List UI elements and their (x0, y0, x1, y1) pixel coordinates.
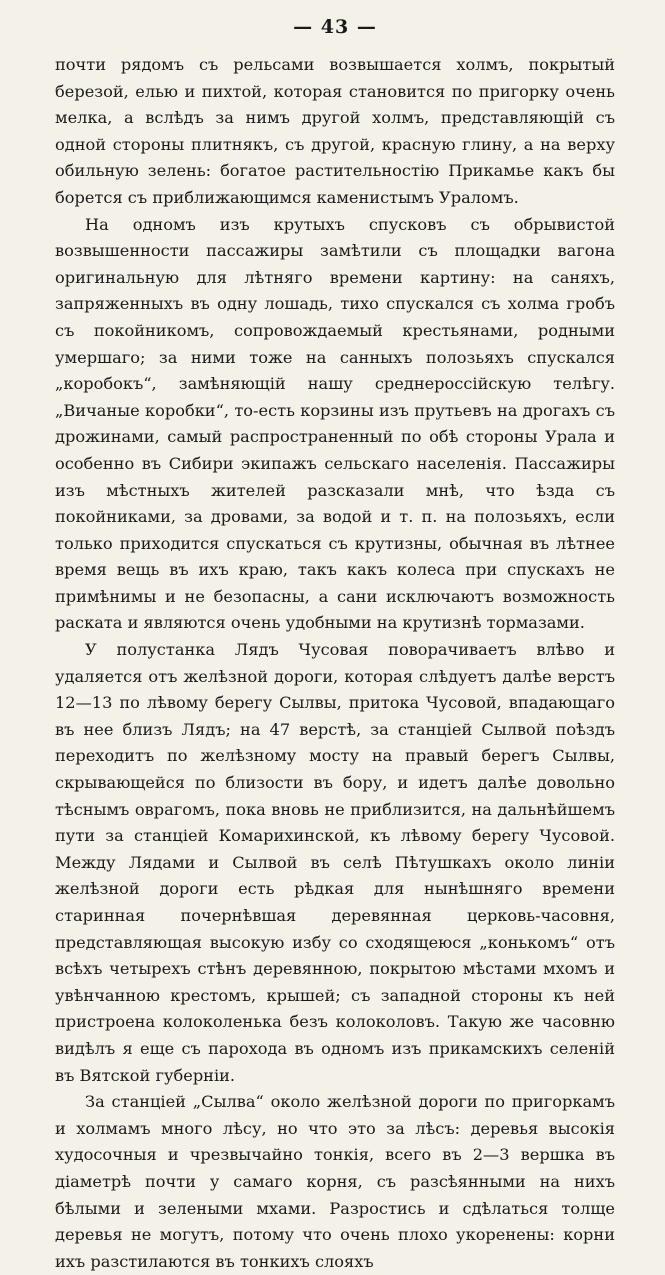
paragraph-lyad-chusovaya: У полустанка Лядъ Чусовая поворачиваетъ влѣво и удаляется отъ желѣзной дороги, которая слѣдуетъ далѣе верстъ 12—13 по лѣвому берегу Сылвы, притока Чусовой, впадающаго въ нее близъ Лядъ; на 47 верстѣ, за станціей Сылвой поѣздъ переходитъ по желѣзному мосту на правый берегъ Сылвы, скрывающейся по близости въ бору, и идетъ далѣе довольно тѣснымъ оврагомъ, пока вновь не приблизится, на дальнѣйшемъ пути за станціей Комарихинской, къ лѣвому берегу Чусовой. Между Лядами и Сылвой въ селѣ Пѣтушкахъ около линіи желѣзной дороги есть рѣдкая для нынѣшняго времени старинная почернѣвшая деревянная церковь-часовня, представляющая высокую избу со сходящеюся „конькомъ“ отъ всѣхъ четырехъ стѣнъ деревянною, покрытою мѣстами мхомъ и увѣнчанною крестомъ, крышей; съ западной стороны къ ней пристроена колоколенька безъ колоколовъ. Такую же часовню видѣлъ я еще съ парохода въ одномъ изъ прикамскихъ селеній въ Вятской губерніи. (55, 640, 615, 1085)
paragraph-continued: почти рядомъ съ рельсами возвышается холмъ, покрытый березой, елью и пихтой, которая становится по пригорку очень мелка, а вслѣдъ за нимъ другой холмъ, представляющій съ одной стороны плитнякъ, съ другой, красную глину, а на верху обильную зелень: богатое растительностію Прикамье какъ бы борется съ приближающимся каменистымъ Ураломъ. (55, 55, 615, 207)
page-number: — 43 — (293, 16, 377, 38)
paragraph-sleigh-funeral: На одномъ изъ крутыхъ спусковъ съ обрывистой возвышенности пассажиры замѣтили съ площадки вагона оригинальную для лѣтняго времени картину: на саняхъ, запряженныхъ въ одну лошадь, тихо спускался съ холма гробъ съ покойникомъ, сопровождаемый крестьянами, родными умершаго; за ними тоже на санныхъ полозьяхъ спускался „коробокъ“, замѣняющій нашу среднероссійскую телѣгу. „Вичаные коробки“, то-есть корзины изъ прутьевъ на дрогахъ съ дрожинами, самый распространенный по обѣ стороны Урала и особенно въ Сибири экипажъ сельскаго населенія. Пассажиры изъ мѣстныхъ жителей разсказали мнѣ, что ѣзда съ покойниками, за дровами, за водой и т. п. на полозьяхъ, если только приходится спускаться съ крутизны, обычная въ лѣтнее время вещь въ ихъ краю, такъ какъ колеса при спускахъ не примѣнимы и не безопасны, а сани исключаютъ возможность раската и являются очень удобными на крутизнѣ тормазами. (55, 214, 615, 633)
paragraph-sylva-forest: За станціей „Сылва“ около желѣзной дороги по пригоркамъ и холмамъ много лѣсу, но что это за лѣсъ: деревья высокія худосочныя и чрезвычайно тонкія, всего въ 2—3 вершка въ діаметрѣ почти у самаго корня, съ разсѣянными на нихъ бѣлыми и зелеными мхами. Разростись и сдѣлаться толще деревья не могутъ, потому что очень плохо укоренены: корни ихъ разстилаются въ тонкихъ слояхъ (55, 1092, 615, 1271)
